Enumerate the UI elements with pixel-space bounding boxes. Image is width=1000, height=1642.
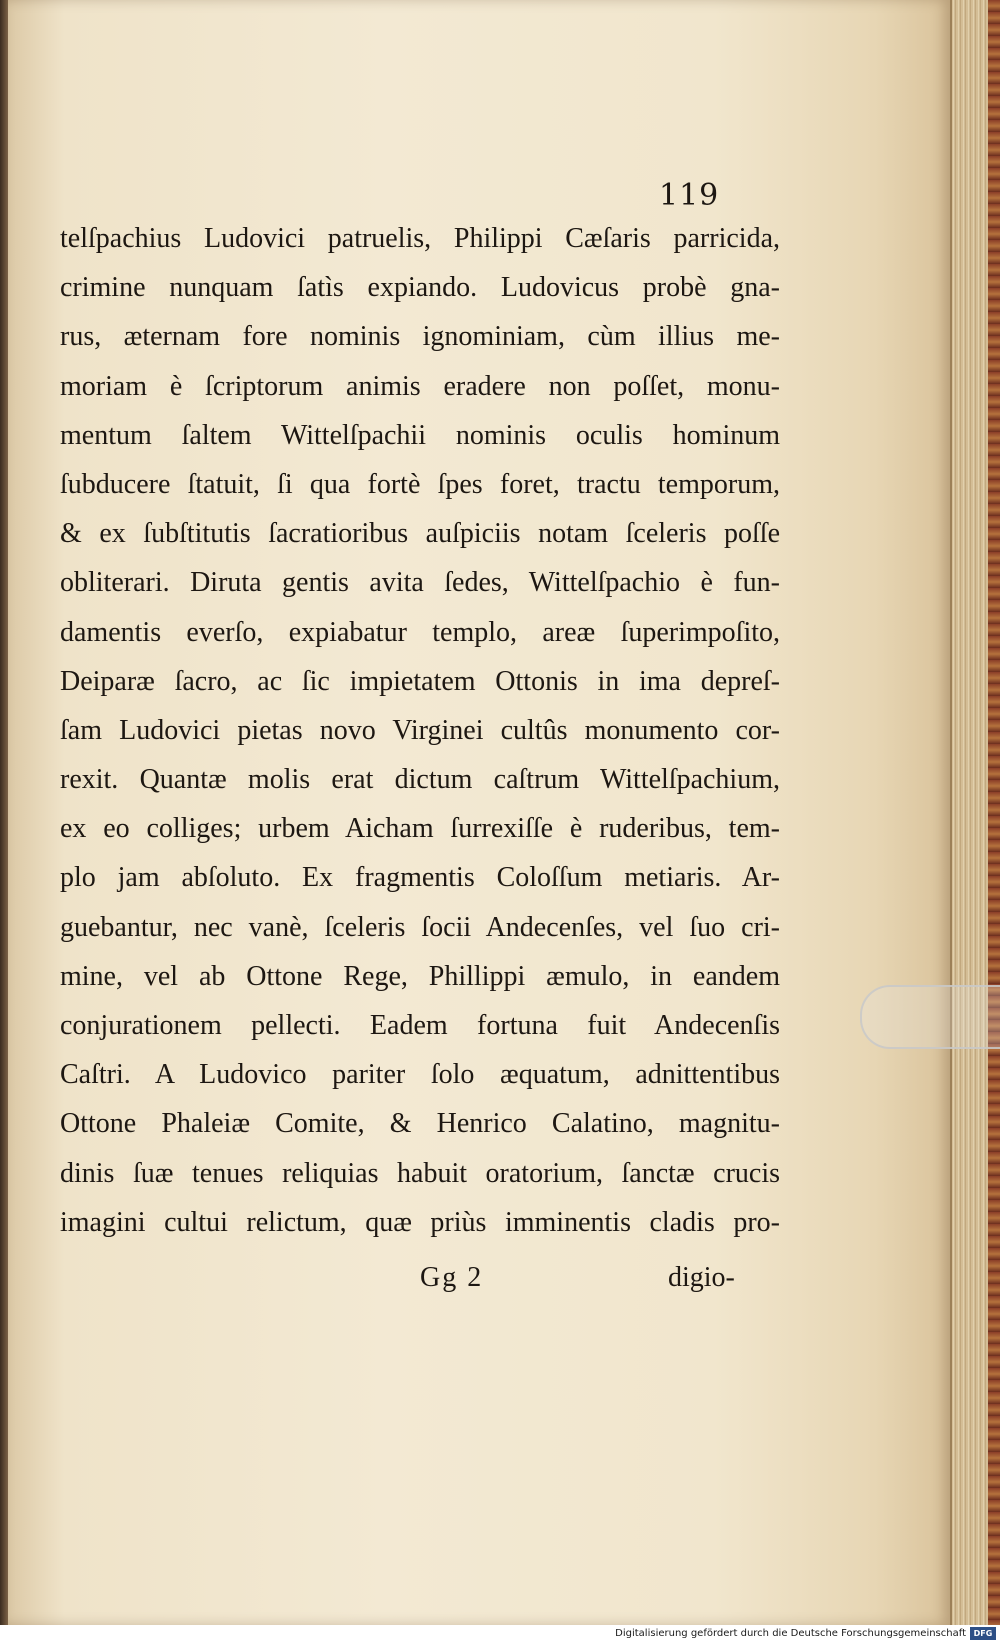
text-line: moriam è ſcriptorum animis eradere non poſſet, monu-	[60, 370, 780, 402]
page-holder-clip	[860, 985, 1000, 1049]
text-line: Caſtri. A Ludovico pariter ſolo æquatum, adnittentibus	[60, 1059, 780, 1091]
text-line: Deiparæ ſacro, ac ſic impietatem Ottonis in ima depreſ-	[60, 665, 780, 697]
dfg-logo: DFG	[970, 1627, 996, 1640]
text-line: rexit. Quantæ molis erat dictum caſtrum Wittelſpachium,	[60, 764, 780, 796]
body-text	[60, 214, 780, 1247]
text-line: conjurationem pellecti. Eadem fortuna fuit Andecenſis	[60, 1010, 780, 1041]
text-line: & ex ſubſtitutis ſacratioribus auſpiciis notam ſceleris poſſe	[60, 518, 780, 550]
text-line: obliterari. Diruta gentis avita ſedes, Wittelſpachio è fun-	[60, 567, 780, 599]
text-line: mine, vel ab Ottone Rege, Phillippi æmulo, in eandem	[60, 960, 780, 992]
text-line: guebantur, nec vanè, ſceleris ſocii Andecenſes, vel ſuo cri-	[60, 911, 780, 943]
text-line: ex eo colliges; urbem Aicham ſurrexiſſe è ruderibus, tem-	[60, 813, 780, 845]
signature-mark: Gg 2	[420, 1262, 484, 1293]
text-line: telſpachius Ludovici patruelis, Philippi Cæſaris parricida,	[60, 223, 780, 254]
book-gutter	[0, 0, 8, 1625]
text-line: Ottone Phaleiæ Comite, & Henrico Calatino, magnitu-	[60, 1108, 780, 1140]
text-line: damentis everſo, expiabatur templo, areæ ſuperimpoſito,	[60, 616, 780, 648]
text-line: dinis ſuæ tenues reliquias habuit oratorium, ſanctæ crucis	[60, 1157, 780, 1189]
text-line: mentum ſaltem Wittelſpachii nominis oculis hominum	[60, 419, 780, 451]
text-line: ſam Ludovici pietas novo Virginei cultûs monumento cor-	[60, 714, 780, 746]
text-line: ſubducere ſtatuit, ſi qua fortè ſpes foret, tractu temporum,	[60, 468, 780, 500]
text-line: crimine nunquam ſatìs expiando. Ludovicus probè gna-	[60, 272, 780, 304]
book-cover-edge	[988, 0, 1000, 1625]
text-line: plo jam abſoluto. Ex fragmentis Coloſſum metiaris. Ar-	[60, 862, 780, 894]
catchword: digio-	[668, 1262, 735, 1293]
page-block-edges	[950, 0, 990, 1625]
footer-credit: Digitalisierung gefördert durch die Deutsche Forschungsgemeinschaft	[615, 1628, 966, 1639]
page-number: 119	[659, 178, 720, 213]
text-line: rus, æternam fore nominis ignominiam, cùm illius me-	[60, 321, 780, 353]
text-line: imagini cultui relictum, quæ priùs imminentis cladis pro-	[60, 1206, 780, 1238]
